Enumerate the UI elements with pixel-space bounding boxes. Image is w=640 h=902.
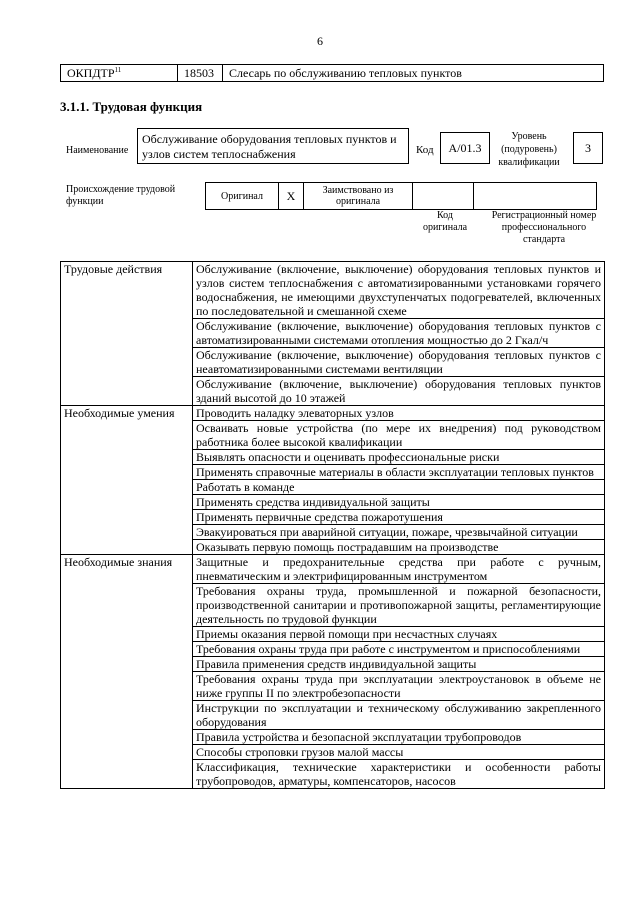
origin-reg-cell — [474, 183, 597, 210]
reg-number-label: Регистрационный номер профессионального стандарта — [491, 210, 597, 245]
section-header: Трудовые действия — [61, 262, 193, 406]
row-text: Выявлять опасности и оценивать профессиональные риски — [193, 450, 605, 465]
origin-mark: X — [279, 183, 304, 210]
row-text: Правила применения средств индивидуальной защиты — [193, 657, 605, 672]
okpdtr-label-cell — [61, 65, 178, 82]
table-row — [61, 262, 605, 319]
code-label: Код — [416, 144, 434, 156]
row-text: Применять первичные средства пожаротушения — [193, 510, 605, 525]
name-label: Наименование — [66, 145, 129, 156]
section-title: 3.1.1. Трудовая функция — [60, 99, 203, 114]
table-row — [61, 406, 605, 421]
row-text: Приемы оказания первой помощи при несчастных случаях — [193, 627, 605, 642]
okpdtr-label: ОКПДТР — [67, 65, 115, 80]
row-text: Применять средства индивидуальной защиты — [193, 495, 605, 510]
okpdtr-footnote: 11 — [114, 65, 122, 74]
row-text: Осваивать новые устройства (по мере их внедрения) под руководством работника более высокой квалификации — [193, 421, 605, 450]
level-label: Уровень (подуровень) квалификации — [498, 131, 560, 168]
row-text: Способы строповки грузов малой массы — [193, 745, 605, 760]
function-details-table — [60, 261, 605, 789]
row-text: Инструкции по эксплуатации и техническому обслуживанию закрепленного оборудования — [193, 701, 605, 730]
row-text: Требования охраны труда при эксплуатации электроустановок в объеме не ниже группы II по электробезопасности — [193, 672, 605, 701]
origin-table — [205, 182, 597, 210]
code-original-label: Код оригинала — [422, 210, 468, 233]
section-header: Необходимые умения — [61, 406, 193, 555]
page-number: 6 — [317, 34, 323, 48]
okpdtr-name: Слесарь по обслуживанию тепловых пунктов — [223, 65, 604, 82]
row-text: Обслуживание (включение, выключение) оборудования тепловых пунктов и узлов систем теплоснабжения с автоматизированными установками горячего водоснабжения, не имеющими двухступенчатых подогревателей, включенных по последовательной и смешанной схеме — [193, 262, 605, 319]
section-header: Необходимые знания — [61, 555, 193, 789]
table-row — [61, 555, 605, 584]
row-text: Обслуживание (включение, выключение) оборудования тепловых пунктов с неавтоматизированными системами вентиляции — [193, 348, 605, 377]
row-text: Классификация, технические характеристики и особенности работы трубопроводов, арматуры, компенсаторов, насосов — [193, 760, 605, 789]
row-text: Обслуживание (включение, выключение) оборудования тепловых пунктов зданий высотой до 10 этажей — [193, 377, 605, 406]
row-text: Проводить наладку элеваторных узлов — [193, 406, 605, 421]
origin-borrowed: Заимствовано из оригинала — [304, 183, 413, 210]
row-text: Обслуживание (включение, выключение) оборудования тепловых пунктов с автоматизированными системами отопления мощностью до 2 Гкал/ч — [193, 319, 605, 348]
row-text: Оказывать первую помощь пострадавшим на производстве — [193, 540, 605, 555]
row-text: Эвакуироваться при аварийной ситуации, пожаре, чрезвычайной ситуации — [193, 525, 605, 540]
row-text: Правила устройства и безопасной эксплуатации трубопроводов — [193, 730, 605, 745]
origin-original: Оригинал — [206, 183, 279, 210]
okpdtr-table — [60, 64, 604, 82]
function-name: Обслуживание оборудования тепловых пунктов и узлов систем теплоснабжения — [137, 128, 409, 164]
origin-label: Происхождение трудовой функции — [66, 184, 176, 207]
row-text: Требования охраны труда при работе с инструментом и приспособлениями — [193, 642, 605, 657]
row-text: Защитные и предохранительные средства при работе с ручным, пневматическим и электрифицированным инструментом — [193, 555, 605, 584]
function-level: 3 — [573, 132, 603, 164]
row-text: Применять справочные материалы в области эксплуатации тепловых пунктов — [193, 465, 605, 480]
row-text: Требования охраны труда, промышленной и пожарной безопасности, производственной санитарии и противопожарной защиты, регламентирующие деятельность по трудовой функции — [193, 584, 605, 627]
function-code: A/01.3 — [440, 132, 490, 164]
okpdtr-code: 18503 — [178, 65, 223, 82]
row-text: Работать в команде — [193, 480, 605, 495]
origin-code-cell — [413, 183, 474, 210]
